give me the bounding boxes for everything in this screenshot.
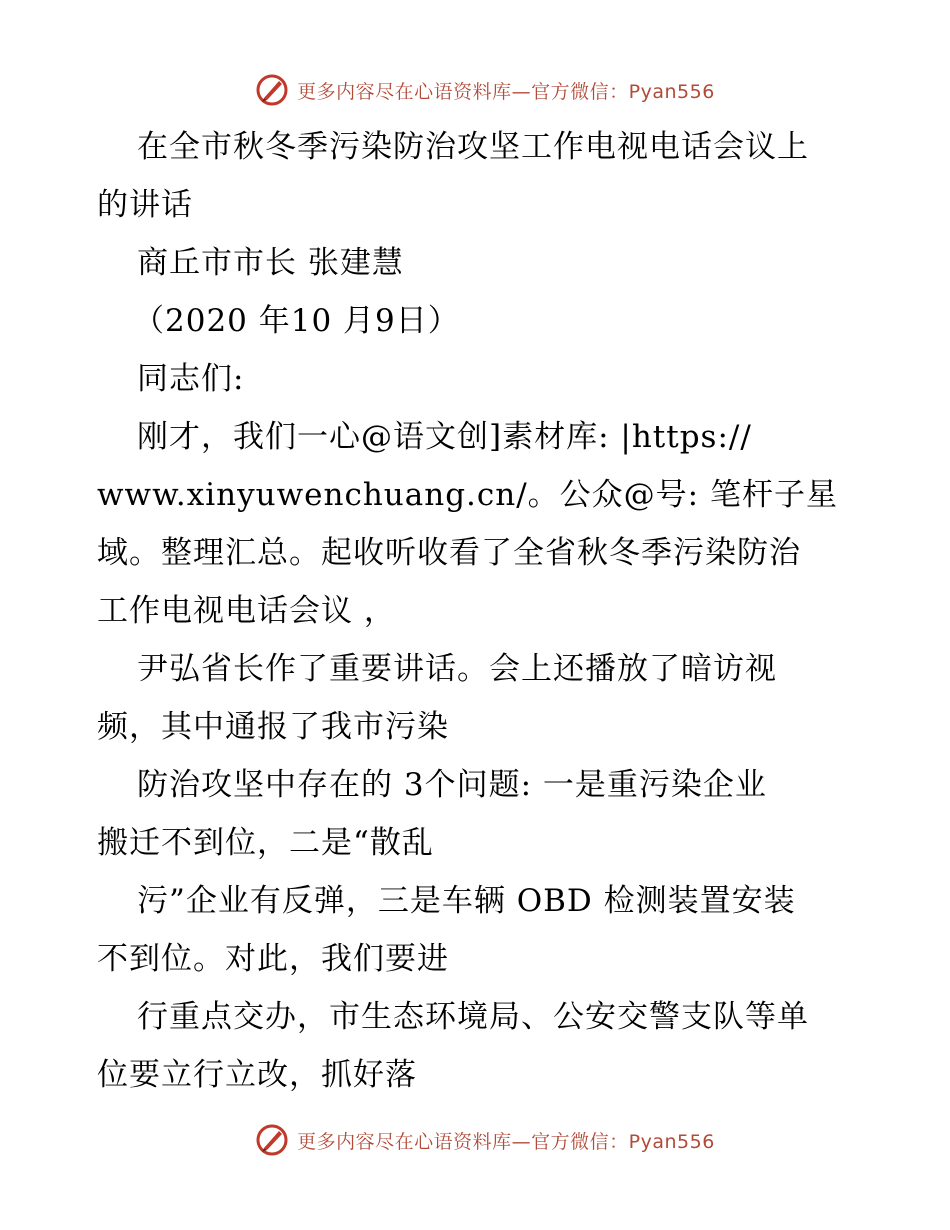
paragraph-line: 尹弘省长作了重要讲话。会上还播放了暗访视 <box>137 651 777 687</box>
quill-pen-logo-icon <box>255 1123 289 1157</box>
paragraph-line: 污”企业有反弹，三是车辆 OBD 检测装置安装 <box>137 883 796 919</box>
paragraph-line: 频，其中通报了我市污染 <box>97 709 449 745</box>
document-body <box>97 118 857 1104</box>
paragraph-line: 刚才，我们一心@语文创]素材库: |https:// <box>137 419 752 455</box>
speech-date: （2020 年10 月9日） <box>133 303 460 339</box>
paragraph-line: 防治攻坚中存在的 3个问题: 一是重污染企业 <box>137 767 767 803</box>
paragraph-line: www.xinyuwenchuang.cn/。公众@号: 笔杆子星 <box>97 477 838 513</box>
paragraph-line: 工作电视电话会议 ， <box>97 593 396 629</box>
speech-title-line-2: 的讲话 <box>97 187 193 223</box>
quill-pen-logo-icon <box>255 73 289 107</box>
paragraph-line: 搬迁不到位，二是“散乱 <box>97 825 434 861</box>
paragraph-line: 位要立行立改，抓好落 <box>97 1057 417 1093</box>
paragraph-line: 行重点交办，市生态环境局、公安交警支队等单 <box>137 999 809 1035</box>
paragraph-line: 域。整理汇总。起收听收看了全省秋冬季污染防治 <box>97 535 801 571</box>
salutation: 同志们: <box>137 361 245 397</box>
speech-title-line-1: 在全市秋冬季污染防治攻坚工作电视电话会议上 <box>137 129 809 165</box>
header-watermark <box>0 70 950 110</box>
speaker-name: 商丘市市长 张建慧 <box>137 245 404 281</box>
watermark-text: 更多内容尽在心语资料库—官方微信：Pyan556 <box>297 1130 715 1153</box>
footer-watermark <box>0 1120 950 1160</box>
paragraph-line: 不到位。对此，我们要进 <box>97 941 449 977</box>
watermark-text: 更多内容尽在心语资料库—官方微信：Pyan556 <box>297 80 715 103</box>
